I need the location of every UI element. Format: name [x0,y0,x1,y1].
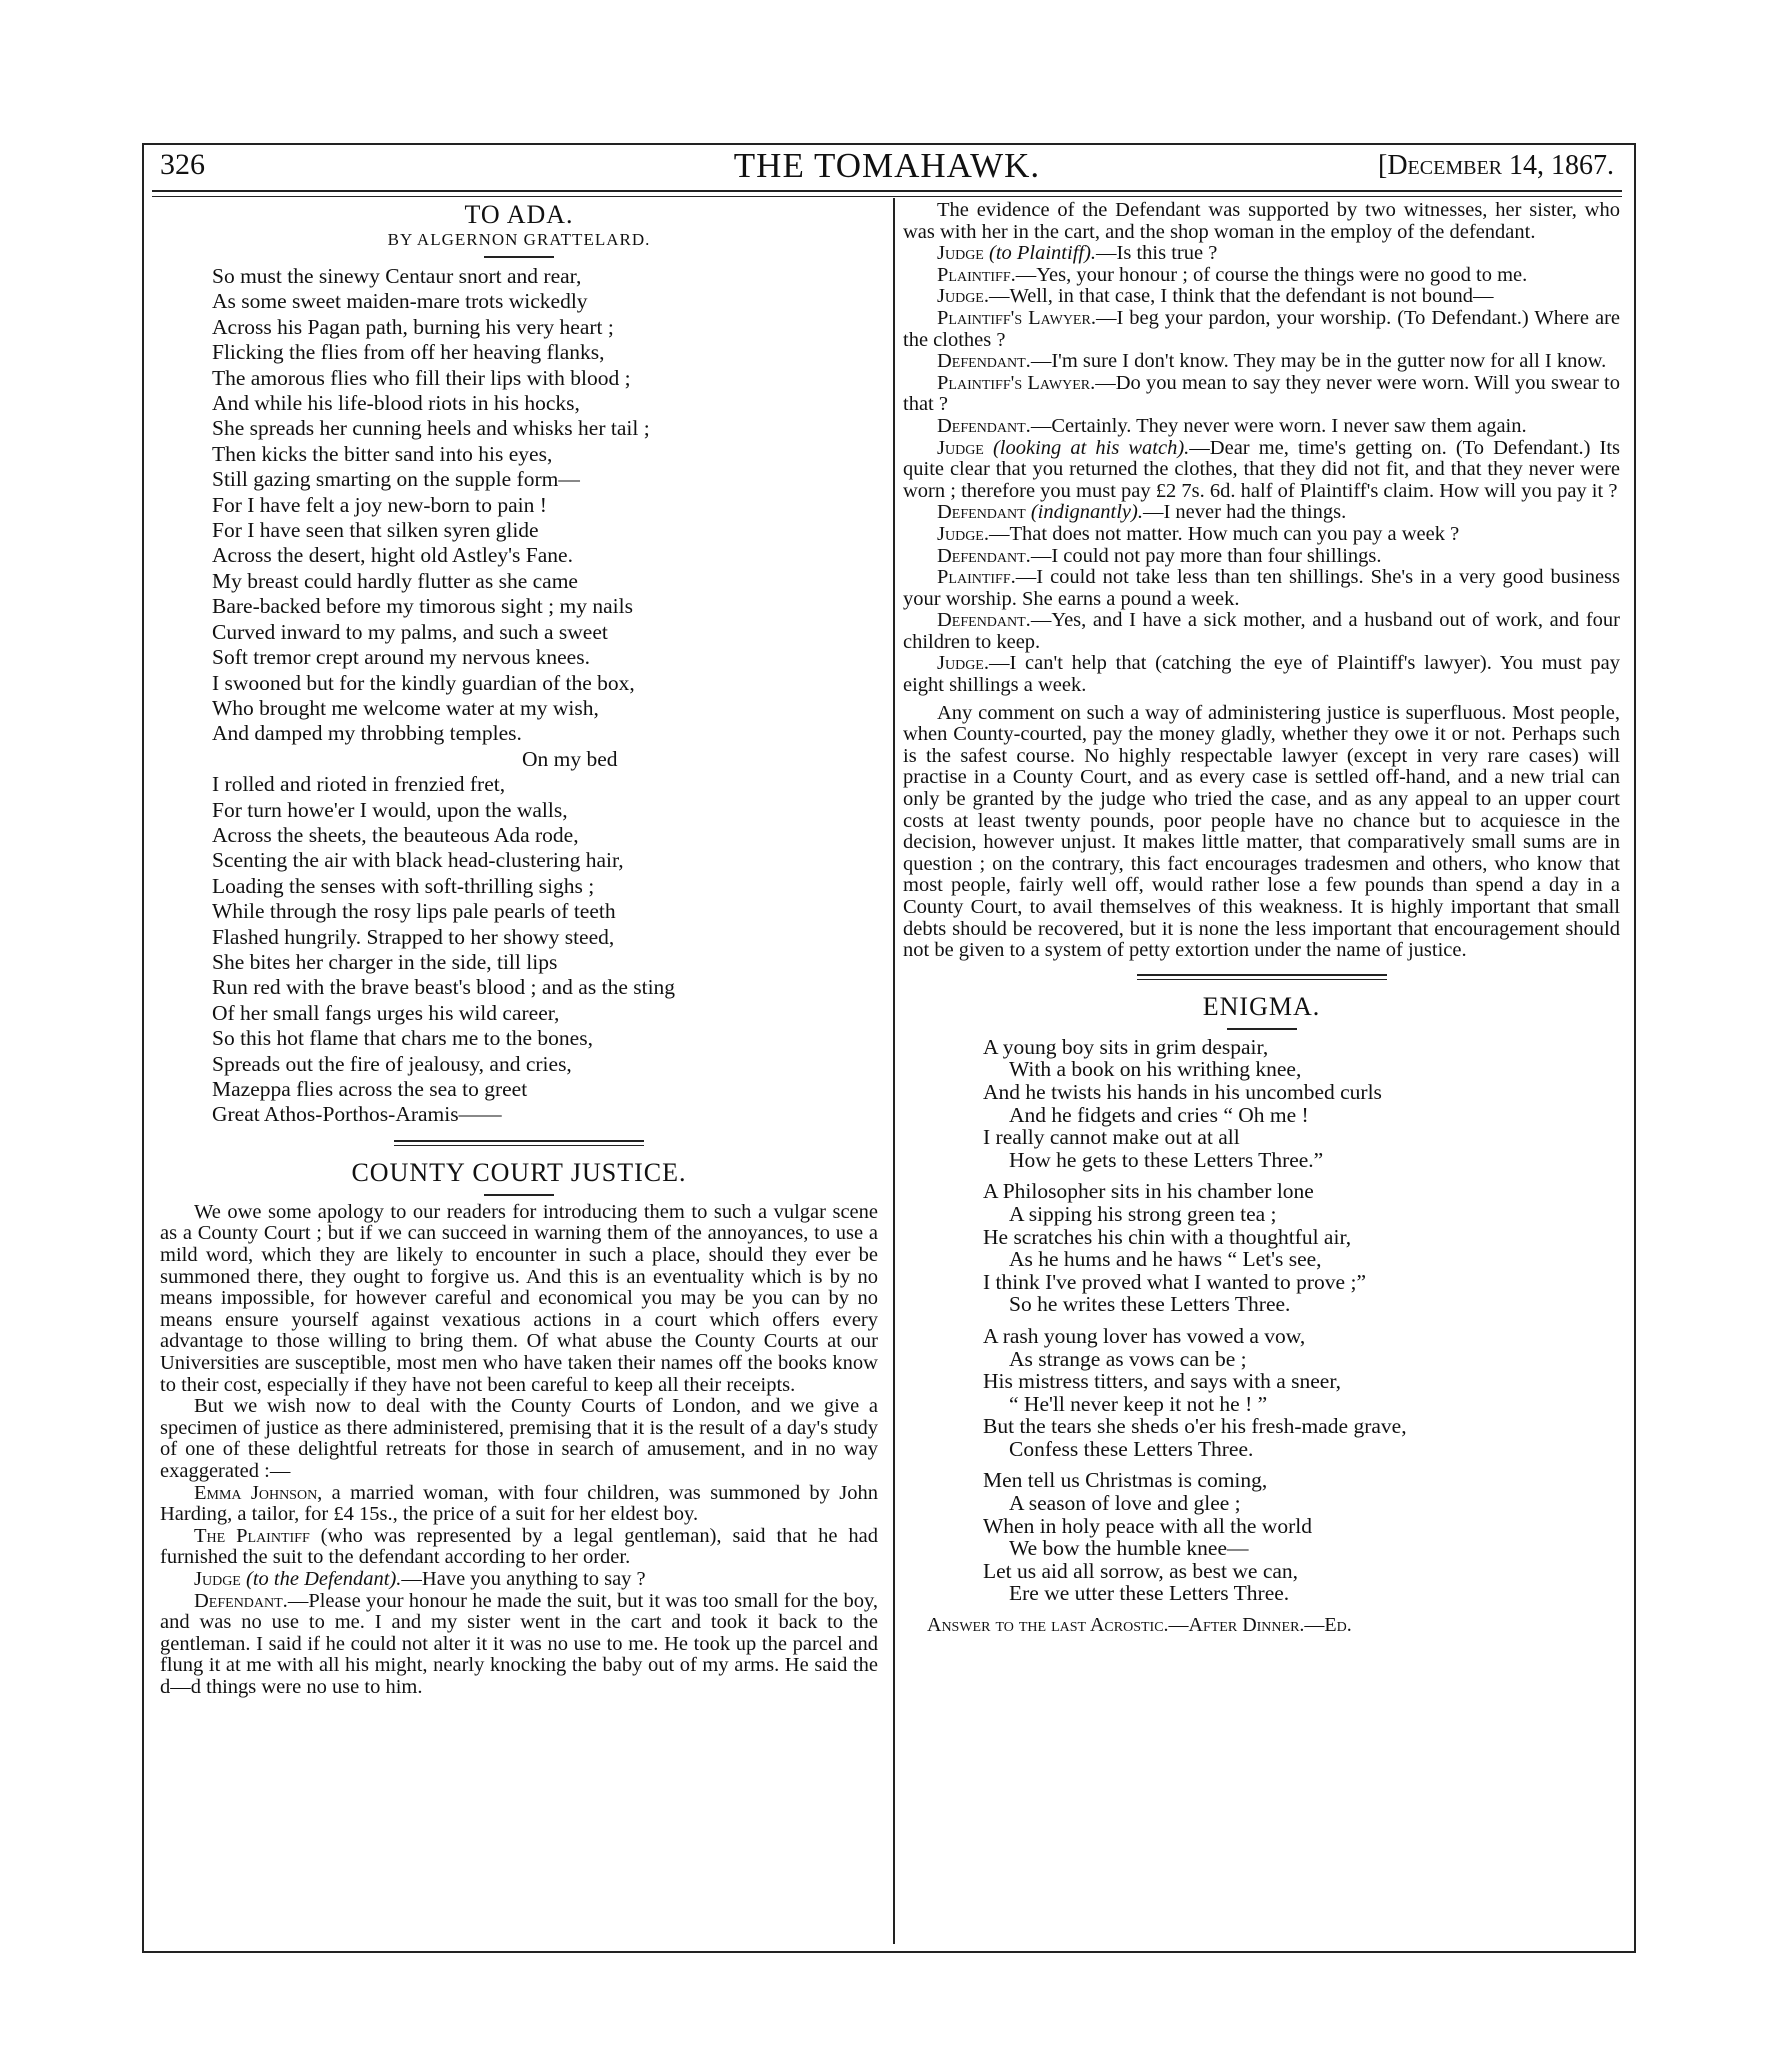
poem-line: She bites her charger in the side, till lips [212,949,558,974]
enigma-stanza [983,1036,1620,1172]
poem-line: The amorous flies who fill their lips with blood ; [212,365,631,390]
speaker-name: Plaintiff's Lawyer. [937,306,1096,329]
poem-line: Then kicks the bitter sand into his eyes, [212,441,553,466]
poem-line: For turn howe'er I would, upon the walls, [212,797,568,822]
page-number: 326 [160,148,205,181]
poem-line: My breast could hardly flutter as she came [212,568,578,593]
dialogue-paragraph [903,351,1620,373]
article-body-right [903,200,1620,962]
poem-line: So must the sinewy Centaur snort and rear, [212,264,582,288]
speech-text: —Do you mean to say they never were worn. Will you swear to that ? [903,371,1620,416]
enigma-line: His mistress titters, and says with a sneer, [983,1369,1342,1394]
speech-text: —I never had the things. [1142,501,1347,524]
enigma-line: With a book on his writhing knee, [1009,1057,1302,1082]
poem-line: I swooned but for the kindly guardian of the box, [212,670,635,695]
dialogue-paragraph [160,1591,878,1699]
dialogue-paragraph [903,546,1620,568]
speech-text: —Please your honour he made the suit, but it was too small for the boy, and was no use to me. I and my sister went in the cart and took it back to the gentleman. I said if he could not alter it it was no use to me. He took up the parcel and flung it at me with all his might, nearly knocking the baby out of my arms. He said the d—d things were no use to him. [160,1589,878,1698]
enigma-line: Confess these Letters Three. [1009,1436,1254,1461]
enigma-title: ENIGMA. [1202,991,1321,1021]
speaker-name: Judge. [937,522,989,545]
speaker-name: Judge [194,1567,241,1590]
poem-line: For I have seen that silken syren glide [212,518,539,543]
article-conclusion: Any comment on such a way of administering justice is superfluous. Most people, when County-courted, pay the money gladly, whether they owe it or not. Perhaps such is the safest course. No highly respectable lawyer (except in very rare cases) will practise in a County Court, and as every case is settled off-hand, and a new trial can only be granted by the judge who tried the case, and as any appeal to an upper court costs at least twenty pounds, poor people have no chance but to acquiesce in the decision, however unjust. It makes little matter, that comparatively small sums are in question ; on the contrary, this fact encourages tradesmen and others, who know that most people, fairly well off, would rather lose a few pounds than spend a day in a County Court, to avail themselves of this weakness. It is highly important that small debts should be recovered, but it is none the less important that encouragement should not be given to a system of petty extortion under the name of justice. [903,701,1620,962]
enigma-line: Let us aid all sorrow, as best we can, [983,1558,1299,1583]
title-rule [484,1194,554,1196]
article-paragraph: But we wish now to deal with the County Courts of London, and we give a specimen of justice as there administered, premising that it is the result of a day's study of one of these delightful retreats for those in search of amusement, and in no way exaggerated :— [160,1395,878,1482]
dialogue-paragraph [903,286,1620,308]
article-title: COUNTY COURT JUSTICE. [351,1157,687,1187]
dialogue-paragraph [160,1569,878,1591]
speaker-name: Plaintiff. [937,263,1016,286]
dialogue-paragraph [903,308,1620,351]
enigma-line: A Philosopher sits in his chamber lone [983,1179,1314,1204]
enigma-line: As he hums and he haws “ Let's see, [1009,1247,1322,1272]
stage-aside: (indignantly). [1025,501,1143,524]
enigma-line: And he twists his hands in his uncombed curls [983,1079,1382,1104]
acrostic-answer: Answer to the last Acrostic.—After Dinner.—Ed. [927,1614,1352,1637]
poem-line: Of her small fangs urges his wild career, [212,1000,560,1025]
poem-line: Across his Pagan path, burning his very heart ; [212,314,614,339]
header-rule [152,190,1622,197]
poem-line: Spreads out the fire of jealousy, and cries, [212,1051,572,1076]
speaker-name: Judge. [937,652,989,675]
enigma-line: When in holy peace with all the world [983,1513,1312,1538]
speech-text: —I beg your pardon, your worship. (To Defendant.) Where are the clothes ? [903,306,1620,351]
speech-text: a married woman, with four children, was summoned by John Harding, a tailor, for £4 15s., the price of a suit for her eldest boy. [160,1481,878,1526]
poem-line: Run red with the brave beast's blood ; and as the sting [212,975,676,1000]
speech-text: —I could not pay more than four shillings. [1030,544,1382,567]
poem-line: And while his life-blood riots in his hocks, [212,391,580,416]
masthead: THE TOMAHAWK. [733,146,1041,185]
speaker-name: Plaintiff. [937,566,1016,589]
speech-text: —Have you anything to say ? [401,1567,646,1590]
dialogue-paragraph [903,502,1620,524]
enigma-line: A young boy sits in grim despair, [983,1034,1269,1059]
poem-line: Mazeppa flies across the sea to greet [212,1077,528,1101]
section-divider [394,1140,644,1146]
enigma-line: As strange as vows can be ; [1009,1346,1247,1371]
enigma-line: A sipping his strong green tea ; [1009,1201,1277,1226]
left-column [160,200,878,1698]
dialogue-paragraph [903,438,1620,503]
speaker-name: Emma Johnson, [194,1481,323,1504]
article-paragraph: We owe some apology to our readers for introducing them to such a vulgar scene as a County Court ; but if we can succeed in warning them of the annoyances, to use a mild word, which they are likely to encounter in such a place, should they ever be summoned there, they ought to forgive us. And this is an eventuality which is by no means impossible, for however careful and economical you may be you can by no means ensure yourself against vexatious actions in a court which offers every advantage to those willing to bring them. Of what abuse the County Courts at our Universities are susceptible, most men who have taken their names off the books know to their cost, especially if they have not been careful to keep all their receipts. [160,1200,878,1396]
poem-line: Across the desert, hight old Astley's Fane. [212,543,573,568]
dialogue-paragraph [903,243,1620,265]
speaker-name: The Plaintiff [194,1524,310,1547]
enigma-stanza [983,1469,1620,1605]
speech-text: —I could not take less than ten shillings. She's in a very good business your worship. She earns a pound a week. [903,566,1620,610]
speech-text: —Well, in that case, I think that the defendant is not bound— [989,285,1494,308]
enigma-line: “ He'll never keep it not he ! ” [1009,1391,1268,1416]
enigma-line: Men tell us Christmas is coming, [983,1468,1268,1493]
title-rule [484,256,554,258]
poem-line: As some sweet maiden-mare trots wickedly [212,289,588,314]
poem-line: Still gazing smarting on the supple form— [212,467,580,492]
dialogue-paragraph [903,416,1620,438]
poem-line: She spreads her cunning heels and whisks her tail ; [212,416,650,441]
speech-text: —Yes, and I have a sick mother, and a husband out of work, and four children to keep. [903,609,1620,653]
enigma-line: How he gets to these Letters Three.” [1009,1147,1324,1172]
poem-title: TO ADA. [464,200,574,229]
enigma-line: A season of love and glee ; [1009,1491,1241,1516]
enigma-line: So he writes these Letters Three. [1009,1292,1291,1317]
enigma-line: I really cannot make out at all [983,1125,1240,1150]
enigma-body [983,1036,1620,1605]
speech-text: —I'm sure I don't know. They may be in the gutter now for all I know. [1030,350,1607,373]
right-column [903,200,1620,1637]
poem-line: Great Athos-Porthos-Aramis—— [212,1102,502,1127]
speaker-name: Defendant. [937,544,1031,567]
speaker-name: Judge [937,436,984,459]
poem-line: Soft tremor crept around my nervous knees. [212,645,590,670]
enigma-line: I think I've proved what I wanted to prove ;” [983,1269,1366,1294]
enigma-line: A rash young lover has vowed a vow, [983,1323,1306,1348]
speech-text: —Certainly. They never were worn. I never saw them again. [1030,414,1527,437]
enigma-stanza [983,1325,1620,1461]
dialogue-paragraph [903,653,1620,696]
poem-line: I rolled and rioted in frenzied fret, [212,772,506,797]
speaker-name: Plaintiff's Lawyer. [937,371,1096,394]
dialogue-paragraph [903,200,1620,243]
speaker-name: Defendant. [937,414,1031,437]
enigma-line: And he fidgets and cries “ Oh me ! [1009,1102,1309,1127]
dialogue-paragraph [903,373,1620,416]
speech-text: —Is this true ? [1096,242,1218,265]
stage-aside: (to the Defendant). [240,1567,402,1590]
enigma-line: Ere we utter these Letters Three. [1009,1581,1290,1606]
speaker-name: Defendant [937,501,1026,524]
speech-text: —I can't help that (catching the eye of Plaintiff's lawyer). You must pay eight shillings a week. [903,652,1620,697]
speaker-name: Defendant. [937,609,1031,632]
poem-byline: BY ALGERNON GRATTELARD. [387,230,651,249]
dialogue-paragraph [903,524,1620,546]
page-header [150,148,1624,186]
speech-text: —Yes, your honour ; of course the things were no good to me. [1015,263,1528,286]
dialogue-paragraph [160,1483,878,1526]
speaker-name: Defendant. [937,350,1031,373]
speech-text: —That does not matter. How much can you pay a week ? [989,522,1460,545]
dialogue-paragraph [903,610,1620,653]
section-divider [1137,974,1387,980]
dialogue-paragraph [903,265,1620,287]
poem-line: Who brought me welcome water at my wish, [212,695,599,720]
poem-line: And damped my throbbing temples. [212,721,522,746]
poem-line: Flashed hungrily. Strapped to her showy steed, [212,924,615,949]
stage-aside: (to Plaintiff). [983,242,1097,265]
poem-line: For I have felt a joy new-born to pain ! [212,492,547,517]
enigma-line: He scratches his chin with a thoughtful air, [983,1224,1352,1249]
poem-line: Bare-backed before my timorous sight ; my nails [212,594,633,619]
speaker-name: Judge. [937,285,989,308]
article-body-left [160,1202,878,1699]
title-rule [1227,1028,1297,1030]
dialogue-paragraph [160,1526,878,1569]
speech-text: The evidence of the Defendant was supported by two witnesses, her sister, who was with her in the cart, and the shop woman in the employ of the defendant. [903,199,1620,243]
enigma-line: But the tears she sheds o'er his fresh-made grave, [983,1414,1407,1439]
poem-line: Flicking the flies from off her heaving flanks, [212,340,605,365]
speaker-name: Defendant. [194,1589,288,1612]
poem-line: Across the sheets, the beauteous Ada rode, [212,822,579,847]
stage-aside: (looking at his watch). [983,436,1190,459]
column-divider [893,198,895,1944]
poem-line: While through the rosy lips pale pearls of teeth [212,899,616,924]
poem-line: Scenting the air with black head-clustering hair, [212,848,624,873]
poem-line: Curved inward to my palms, and such a sweet [212,619,608,644]
speech-text: (who was represented by a legal gentleman), said that he had furnished the suit to the defendant according to her order. [160,1524,879,1569]
poem-body [212,264,878,1128]
dialogue-paragraph [903,567,1620,610]
enigma-stanza [983,1180,1620,1316]
poem-line: So this hot flame that chars me to the bones, [212,1026,593,1051]
poem-line: On my bed [522,746,618,771]
poem-line: Loading the senses with soft-thrilling sighs ; [212,873,595,898]
enigma-line: We bow the humble knee— [1009,1536,1249,1561]
speaker-name: Judge [937,242,984,265]
issue-date: [December 14, 1867. [1378,150,1614,181]
speech-text: —Dear me, time's getting on. (To Defendant.) Its quite clear that you returned the clothes, that they did not fit, and that they never were worn ; therefore you must pay £2 7s. 6d. half of Plaintiff's claim. How will you pay it ? [903,436,1620,502]
